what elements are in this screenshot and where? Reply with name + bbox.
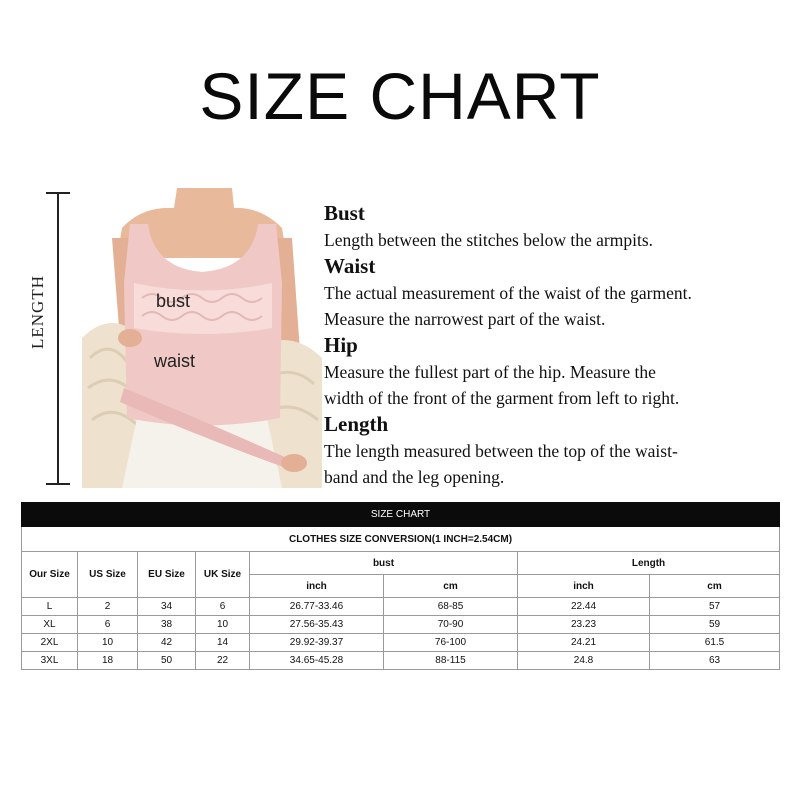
definition-hip [324, 332, 794, 411]
header-our-size: Our Size [22, 552, 78, 598]
header-eu-size: EU Size [138, 552, 196, 598]
cell-length-cm: 63 [650, 652, 780, 670]
cell-length-cm: 61.5 [650, 634, 780, 652]
header-us-size: US Size [78, 552, 138, 598]
definition-line: Measure the fullest part of the hip. Measure the [324, 362, 656, 382]
table-row [22, 652, 780, 670]
product-illustration [82, 188, 322, 488]
cell-uk-size: 22 [196, 652, 250, 670]
cell-length-inch: 23.23 [518, 616, 650, 634]
header-uk-size: UK Size [196, 552, 250, 598]
cell-eu-size: 38 [138, 616, 196, 634]
header-length-inch: inch [518, 575, 650, 598]
table-row [22, 616, 780, 634]
definition-term: Length [324, 412, 389, 436]
ruler-bottom-cap [46, 483, 70, 485]
definition-line: Measure the narrowest part of the waist. [324, 309, 606, 329]
cell-uk-size: 14 [196, 634, 250, 652]
definition-term: Waist [324, 254, 376, 278]
definition-line: Length between the stitches below the armpits. [324, 230, 654, 250]
cell-length-cm: 57 [650, 598, 780, 616]
size-table [21, 502, 780, 670]
cell-eu-size: 34 [138, 598, 196, 616]
waist-tag: waist [154, 351, 196, 371]
cell-eu-size: 42 [138, 634, 196, 652]
header-length: Length [518, 552, 780, 575]
definition-length [324, 411, 794, 490]
header-bust-cm: cm [384, 575, 518, 598]
table-row [22, 598, 780, 616]
cell-uk-size: 6 [196, 598, 250, 616]
cell-bust-cm: 70-90 [384, 616, 518, 634]
cell-our-size: 3XL [22, 652, 78, 670]
table-row [22, 634, 780, 652]
definition-line: The actual measurement of the waist of the garment. [324, 283, 692, 303]
size-table-container [21, 502, 779, 670]
definition-term: Hip [324, 333, 358, 357]
cell-us-size: 2 [78, 598, 138, 616]
table-subtitle: CLOTHES SIZE CONVERSION(1 INCH=2.54CM) [22, 527, 780, 552]
cell-bust-inch: 34.65-45.28 [250, 652, 384, 670]
cell-us-size: 6 [78, 616, 138, 634]
header-length-cm: cm [650, 575, 780, 598]
cell-eu-size: 50 [138, 652, 196, 670]
definition-line: band and the leg opening. [324, 467, 505, 487]
bust-tag: bust [156, 291, 191, 311]
page-title: SIZE CHART [199, 59, 601, 133]
cell-bust-cm: 68-85 [384, 598, 518, 616]
cell-length-inch: 24.21 [518, 634, 650, 652]
cell-uk-size: 10 [196, 616, 250, 634]
definition-line: width of the front of the garment from left to right. [324, 388, 680, 408]
cell-bust-inch: 27.56-35.43 [250, 616, 384, 634]
cell-bust-cm: 88-115 [384, 652, 518, 670]
definition-term: Bust [324, 201, 365, 225]
definition-waist [324, 253, 794, 332]
cell-us-size: 10 [78, 634, 138, 652]
cell-our-size: 2XL [22, 634, 78, 652]
header-bust-inch: inch [250, 575, 384, 598]
ruler-label-text: LENGTH [28, 275, 47, 349]
product-photo [82, 188, 322, 488]
cell-length-cm: 59 [650, 616, 780, 634]
table-banner: SIZE CHART [22, 503, 780, 527]
definition-line: The length measured between the top of the waist- [324, 441, 678, 461]
measurement-definitions [324, 200, 794, 490]
cell-bust-cm: 76-100 [384, 634, 518, 652]
cell-bust-inch: 29.92-39.37 [250, 634, 384, 652]
cell-length-inch: 22.44 [518, 598, 650, 616]
cell-bust-inch: 26.77-33.46 [250, 598, 384, 616]
cell-our-size: L [22, 598, 78, 616]
ruler-line [57, 192, 59, 485]
cell-our-size: XL [22, 616, 78, 634]
definition-bust [324, 200, 794, 253]
header-bust: bust [250, 552, 518, 575]
cell-length-inch: 24.8 [518, 652, 650, 670]
cell-us-size: 18 [78, 652, 138, 670]
